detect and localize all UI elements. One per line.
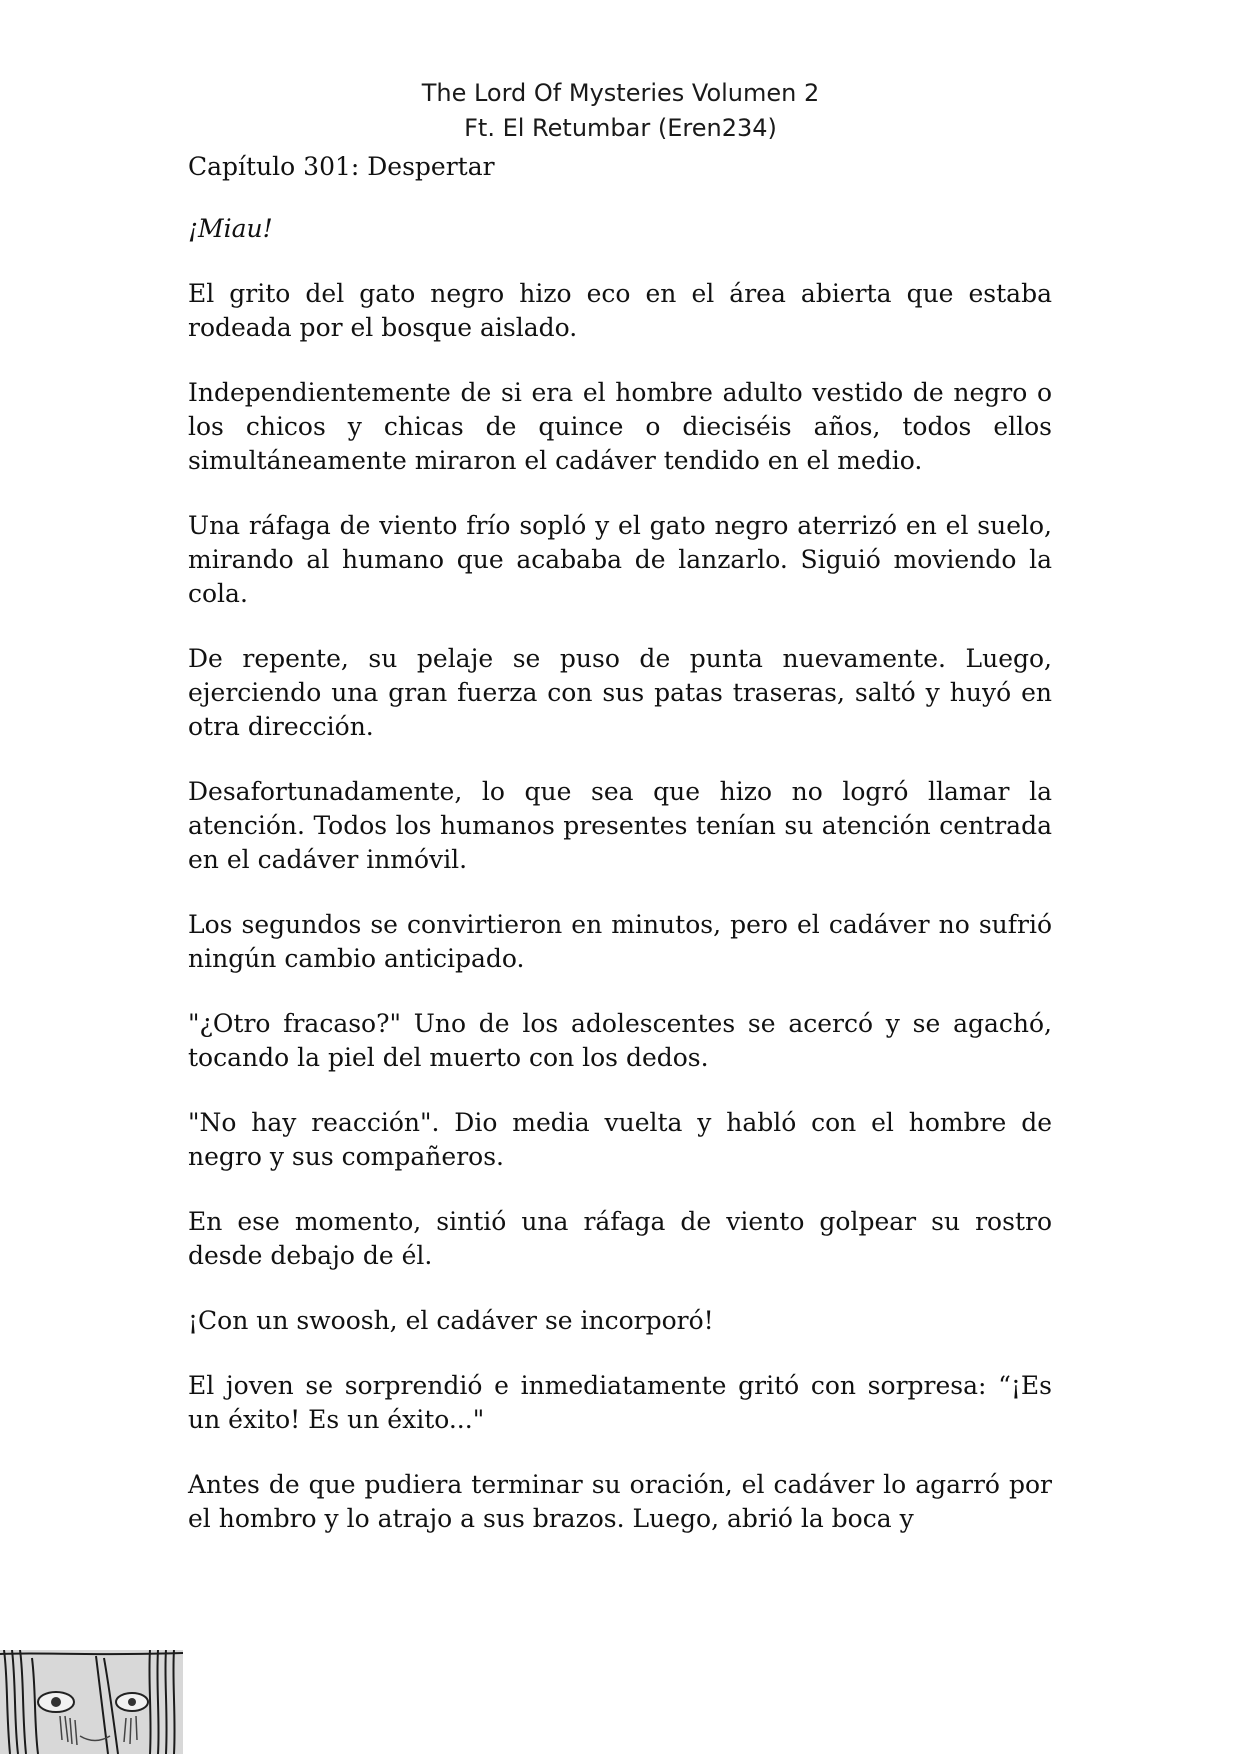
paragraph: En ese momento, sintió una ráfaga de viento golpear su rostro desde debajo de él.	[188, 1207, 1052, 1270]
paragraph: ¡Con un swoosh, el cadáver se incorporó!	[188, 1306, 714, 1335]
paragraph: Los segundos se convirtieron en minutos, pero el cadáver no sufrió ningún cambio anticipado.	[188, 910, 1052, 973]
paragraph: De repente, su pelaje se puso de punta nuevamente. Luego, ejerciendo una gran fuerza con sus patas traseras, saltó y huyó en otra dirección.	[188, 644, 1052, 741]
paragraph: Una ráfaga de viento frío sopló y el gato negro aterrizó en el suelo, mirando al humano que acababa de lanzarlo. Siguió moviendo la cola.	[188, 511, 1052, 608]
chapter-title: Capítulo 301: Despertar	[188, 152, 495, 181]
paragraph: Desafortunadamente, lo que sea que hizo no logró llamar la atención. Todos los humanos presentes tenían su atención centrada en el cadáver inmóvil.	[188, 777, 1052, 874]
paragraph: El grito del gato negro hizo eco en el área abierta que estaba rodeada por el bosque aislado.	[188, 279, 1052, 342]
document-body	[188, 150, 1052, 1567]
paragraph: El joven se sorprendió e inmediatamente gritó con sorpresa: “¡Es un éxito! Es un éxito..."	[188, 1371, 1052, 1434]
corner-illustration	[0, 1650, 183, 1754]
paragraph: Antes de que pudiera terminar su oración, el cadáver lo agarró por el hombro y lo atrajo a sus brazos. Luego, abrió la boca y	[188, 1470, 1052, 1533]
paragraph: Independientemente de si era el hombre adulto vestido de negro o los chicos y chicas de quince o dieciséis años, todos ellos simultáneamente miraron el cadáver tendido en el medio.	[188, 378, 1052, 475]
page-header	[0, 76, 1241, 146]
paragraph: "No hay reacción". Dio media vuelta y habló con el hombre de negro y sus compañeros.	[188, 1108, 1052, 1171]
paragraph: "¿Otro fracaso?" Uno de los adolescentes se acercó y se agachó, tocando la piel del muerto con los dedos.	[188, 1009, 1052, 1072]
header-book-title: The Lord Of Mysteries Volumen 2	[421, 79, 820, 107]
paragraph: ¡Miau!	[188, 214, 273, 243]
header-translator-credit: Ft. El Retumbar (Eren234)	[464, 114, 777, 142]
